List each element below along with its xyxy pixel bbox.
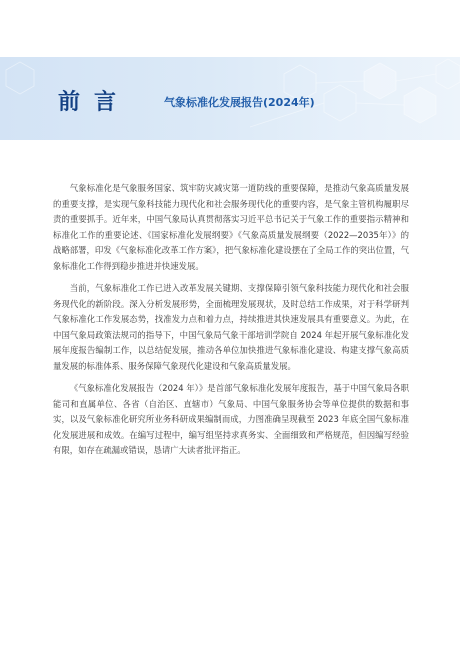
paragraph: 《气象标准化发展报告（2024 年）》是首部气象标准化发展年度报告，基于中国气象局各职能司和直属单位、各省（自治区、直辖市）气象局、中国气象服务协会等单位提供的数据和事实，以及气象标准化研究所业务科研成果编制而成，力图准确呈现截至 2023 年底全国气象标准化发展进展和成效。在编写过程中，编写组坚持求真务实、全面细致和严格规范，但因编写经验有限，如存在疏漏或错误，恳请广大读者批评指正。 bbox=[53, 383, 409, 455]
paragraph: 当前，气象标准化工作已进入改革发展关键期、支撑保障引领气象科技能力现代化和社会服务现代化的新阶段。深入分析发展形势，全面梳理发展现状，及时总结工作成果，对于科学研判气象标准化工作发展态势，找准发力点和着力点，持续推进其快速发展具有重要意义。为此，在中国气象局政策法规司的指导下，中国气象局气象干部培训学院自 2024 年起开展气象标准化发展年度报告编制工作，以总结促发展，推动各单位加快推进气象标准化建设、构建支撑气象高质量发展的标准体系、服务保障气象现代化建设和气象高质量发展。 bbox=[53, 283, 409, 371]
paragraph: 气象标准化是气象服务国家、筑牢防灾减灾第一道防线的重要保障，是推动气象高质量发展的重要支撑，是实现气象科技能力现代化和社会服务现代化的重要内容，是气象主管机构履职尽责的重要抓手。近年来，中国气象局认真贯彻落实习近平总书记关于气象工作的重要指示精神和标准化工作的重要论述、《国家标准化发展纲要》《气象高质量发展纲要（2022—2035年）》的战略部署，印发《气象标准化改革工作方案》，把气象标准化建设摆在了全局工作的突出位置，气象标准化工作得到稳步推进并快速发展。 bbox=[53, 183, 409, 271]
report-subtitle: 气象标准化发展报告(2024年) bbox=[164, 96, 315, 109]
preface-body bbox=[53, 181, 409, 466]
page-title: 前言 bbox=[58, 90, 131, 115]
